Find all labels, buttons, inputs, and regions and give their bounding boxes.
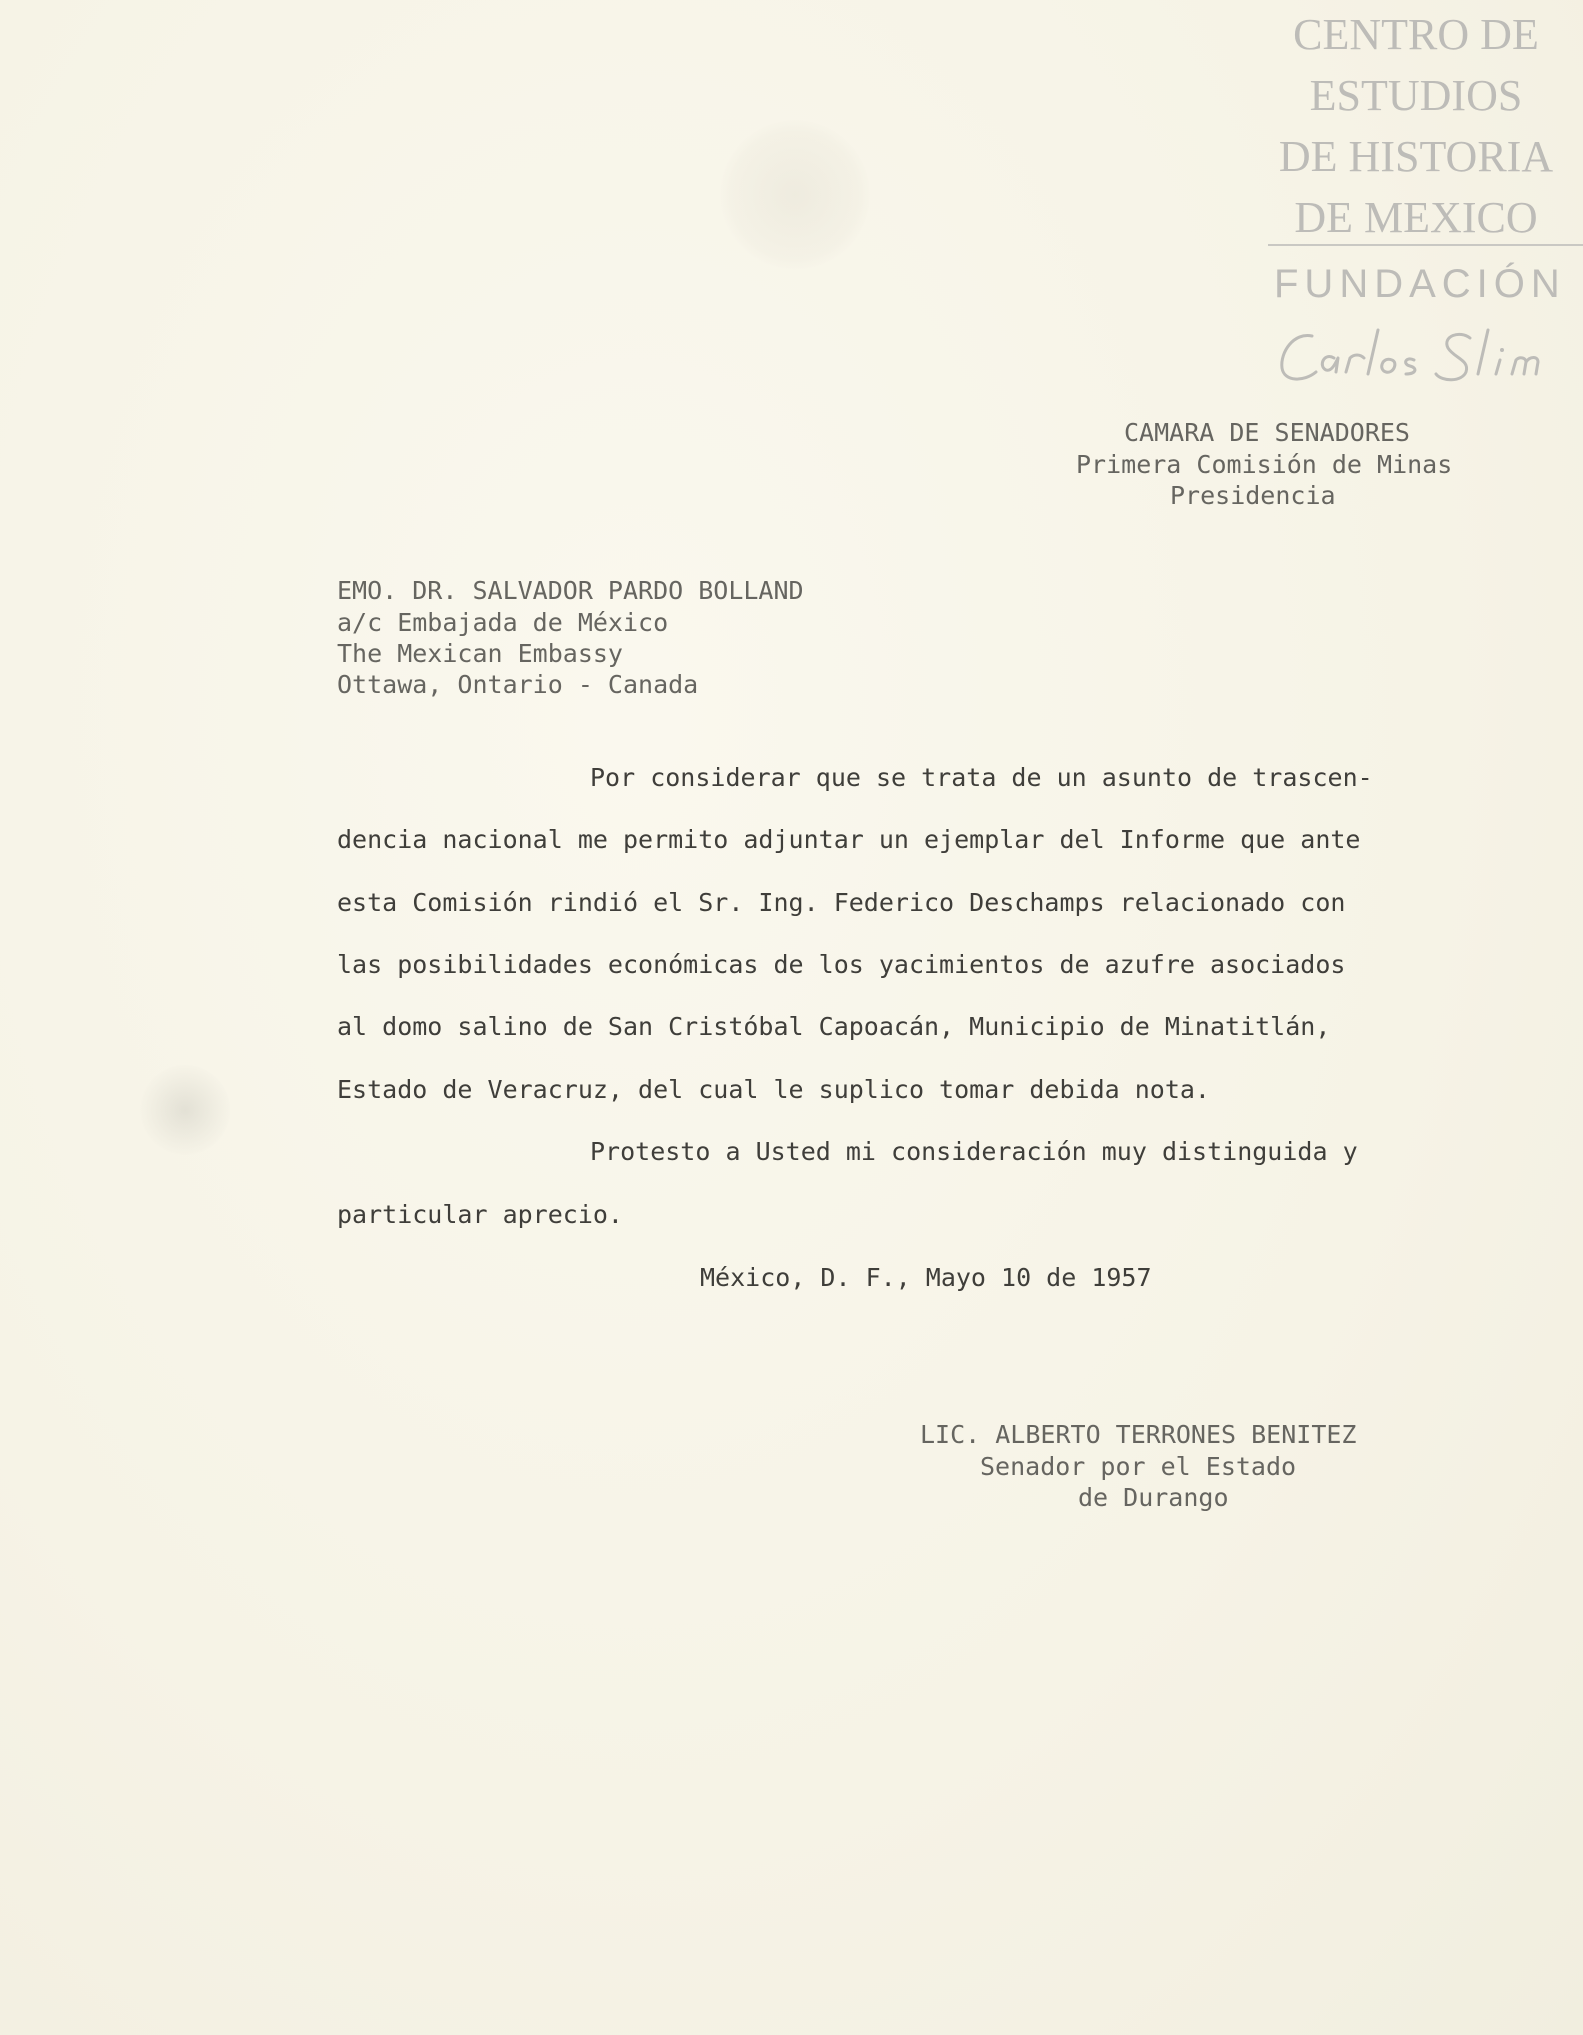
recipient-name: EMO. DR. SALVADOR PARDO BOLLAND	[337, 576, 804, 605]
body-line-3: esta Comisión rindió el Sr. Ing. Federico Deschamps relacionado con	[337, 888, 1346, 917]
watermark-fundacion: FUNDACIÓN	[1274, 262, 1566, 306]
closing-line-2: particular aprecio.	[337, 1200, 623, 1229]
body-line-5: al domo salino de San Cristóbal Capoacán, Municipio de Minatitlán,	[337, 1012, 1331, 1041]
body-line-2: dencia nacional me permito adjuntar un ejemplar del Informe que ante	[337, 825, 1361, 854]
watermark-line-2: ESTUDIOS	[1309, 71, 1523, 120]
watermark-divider	[1268, 244, 1583, 246]
watermark-line-1: CENTRO DE	[1293, 10, 1539, 59]
embossed-seal-mark	[720, 120, 870, 270]
archive-watermark	[1262, 4, 1583, 394]
recipient-line-2: a/c Embajada de México	[337, 608, 669, 637]
signature-title-2: de Durango	[1078, 1483, 1229, 1512]
paper-smudge	[140, 1065, 230, 1155]
letterhead-line-1: CAMARA DE SENADORES	[1124, 418, 1410, 447]
body-line-4: las posibilidades económicas de los yacimientos de azufre asociados	[337, 950, 1346, 979]
recipient-line-4: Ottawa, Ontario - Canada	[337, 670, 699, 699]
recipient-line-3: The Mexican Embassy	[337, 639, 623, 668]
date-line: México, D. F., Mayo 10 de 1957	[700, 1263, 1152, 1292]
body-line-1: Por considerar que se trata de un asunto de trascen-	[590, 763, 1373, 792]
signature-name: LIC. ALBERTO TERRONES BENITEZ	[920, 1420, 1357, 1449]
closing-line-1: Protesto a Usted mi consideración muy distinguida y	[590, 1137, 1358, 1166]
signature-title-1: Senador por el Estado	[980, 1452, 1297, 1481]
watermark-line-4: DE MEXICO	[1294, 193, 1538, 242]
watermark-centro-text	[1262, 4, 1570, 248]
letterhead-line-3: Presidencia	[1170, 481, 1336, 510]
body-line-6: Estado de Veracruz, del cual le suplico tomar debida nota.	[337, 1075, 1210, 1104]
watermark-line-3: DE HISTORIA	[1278, 132, 1554, 181]
watermark-signature-logo	[1274, 322, 1574, 392]
letterhead-line-2: Primera Comisión de Minas	[1076, 450, 1453, 479]
